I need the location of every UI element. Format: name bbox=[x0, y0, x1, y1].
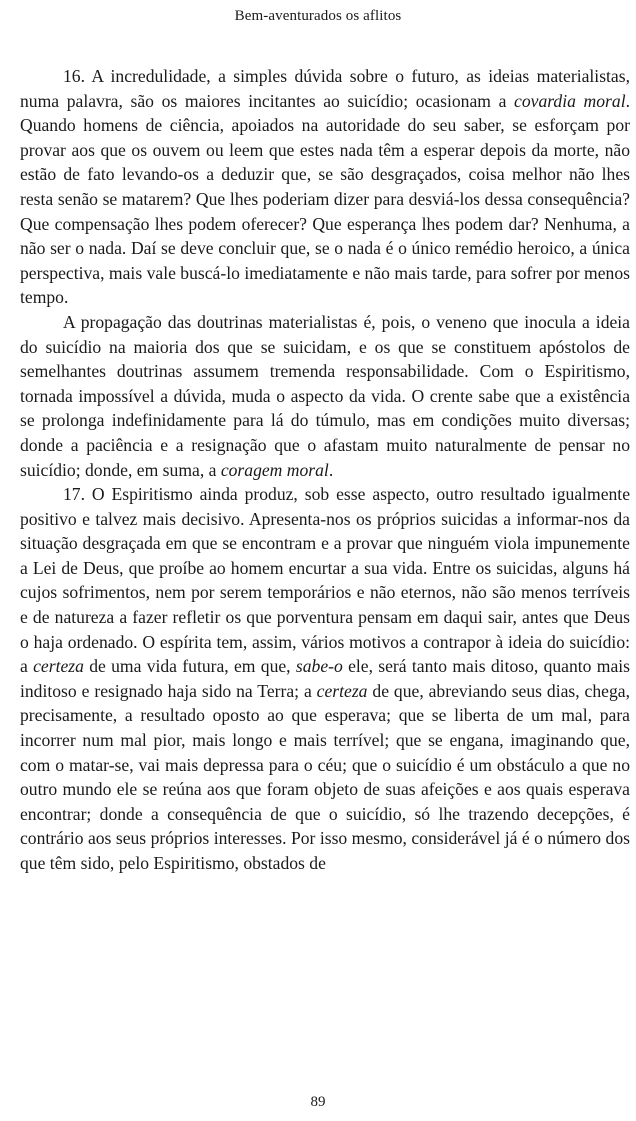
italic-emphasis: certeza bbox=[316, 680, 368, 701]
paragraph-17 bbox=[20, 482, 630, 876]
text-run: A propagação das doutrinas materialistas é, pois, o veneno que inocula a ideia do suicídio na maioria dos que se suicidam, e os que se constituem apóstolos de semelhantes doutrinas assumem tremenda responsabilidade. Com o Espiritismo, tornada impossível a dúvida, muda o aspecto da vida. O crente sabe que a existência se prolonga indefinidamente para lá do túmulo, mas em condições muito diversas; donde a paciência e a resignação que o afastam muito naturalmente de pensar no suicídio; donde, em suma, a bbox=[20, 311, 630, 480]
text-run: de que, abreviando seus dias, chega, precisamente, a resultado oposto ao que esperava; que se liberta de um mal, para incorrer num mal pior, mais longo e mais terrível; que se engana, imaginando que, com o matar-se, vai mais depressa para o céu; que o suicídio é um obstáculo a que no outro mundo ele se reúna aos que foram objeto de suas afeições e aos quais esperava encontrar; donde a consequência de que o suicídio, só lhe trazendo decepções, é contrário aos seus próprios interesses. Por isso mesmo, considerável já é o número dos que têm sido, pelo Espiritismo, obstados de bbox=[20, 680, 630, 873]
italic-emphasis: sabe-o bbox=[295, 656, 343, 677]
section-number: 17. bbox=[63, 484, 85, 505]
text-run: de uma vida futura, em que, bbox=[83, 656, 296, 677]
paragraph-16 bbox=[20, 64, 630, 310]
body-text bbox=[20, 64, 630, 876]
italic-emphasis: coragem moral bbox=[220, 459, 329, 480]
text-run: . bbox=[328, 459, 334, 480]
section-number: 16. bbox=[63, 66, 85, 86]
text-run: ele, será tanto mais ditoso, quanto mais inditoso e resignado haja sido na Terra; a bbox=[20, 656, 630, 701]
italic-emphasis: covardia moral bbox=[514, 90, 626, 111]
running-head: Bem-aventurados os aflitos bbox=[234, 8, 402, 24]
text-run: A incredulidade, a simples dúvida sobre o futuro, as ideias materialistas, numa palavra, são os maiores incitantes ao suicídio; ocasionam a bbox=[20, 66, 630, 111]
paragraph-16-continued bbox=[20, 310, 630, 482]
text-run: O Espiritismo ainda produz, sob esse aspecto, outro resultado igualmente positivo e talvez mais decisivo. Apresenta-nos os próprios suicidas a informar-nos da situação desgraçada em que se encontram e a provar que ninguém viola impunemente a Lei de Deus, que proíbe ao homem encurtar a sua vida. Entre os suicidas, alguns há cujos sofrimentos, nem por serem temporários e não eternos, não são menos terríveis e de natureza a fazer refletir os que porventura pensam em daqui sair, antes que Deus o haja ordenado. O espírita tem, assim, vários motivos a contrapor à ideia do suicídio: a bbox=[20, 484, 630, 677]
text-run: . Quando homens de ciência, apoiados na autoridade do seu saber, se esforçam por provar aos que os ouvem ou leem que estes nada têm a esperar depois da morte, não estão de fato levando-os a deduzir que, se são desgraçados, coisa melhor não lhes resta senão se matarem? Que lhes poderiam dizer para desviá-los dessa consequência? Que compensação lhes podem oferecer? Que esperança lhes podem dar? Nenhuma, a não ser o nada. Daí se deve concluir que, se o nada é o único remédio heroico, a única perspectiva, mais vale buscá-lo imediatamente e não mais tarde, para sofrer por menos tempo. bbox=[20, 90, 630, 308]
page-number: 89 bbox=[310, 1094, 326, 1110]
italic-emphasis: certeza bbox=[33, 656, 84, 677]
